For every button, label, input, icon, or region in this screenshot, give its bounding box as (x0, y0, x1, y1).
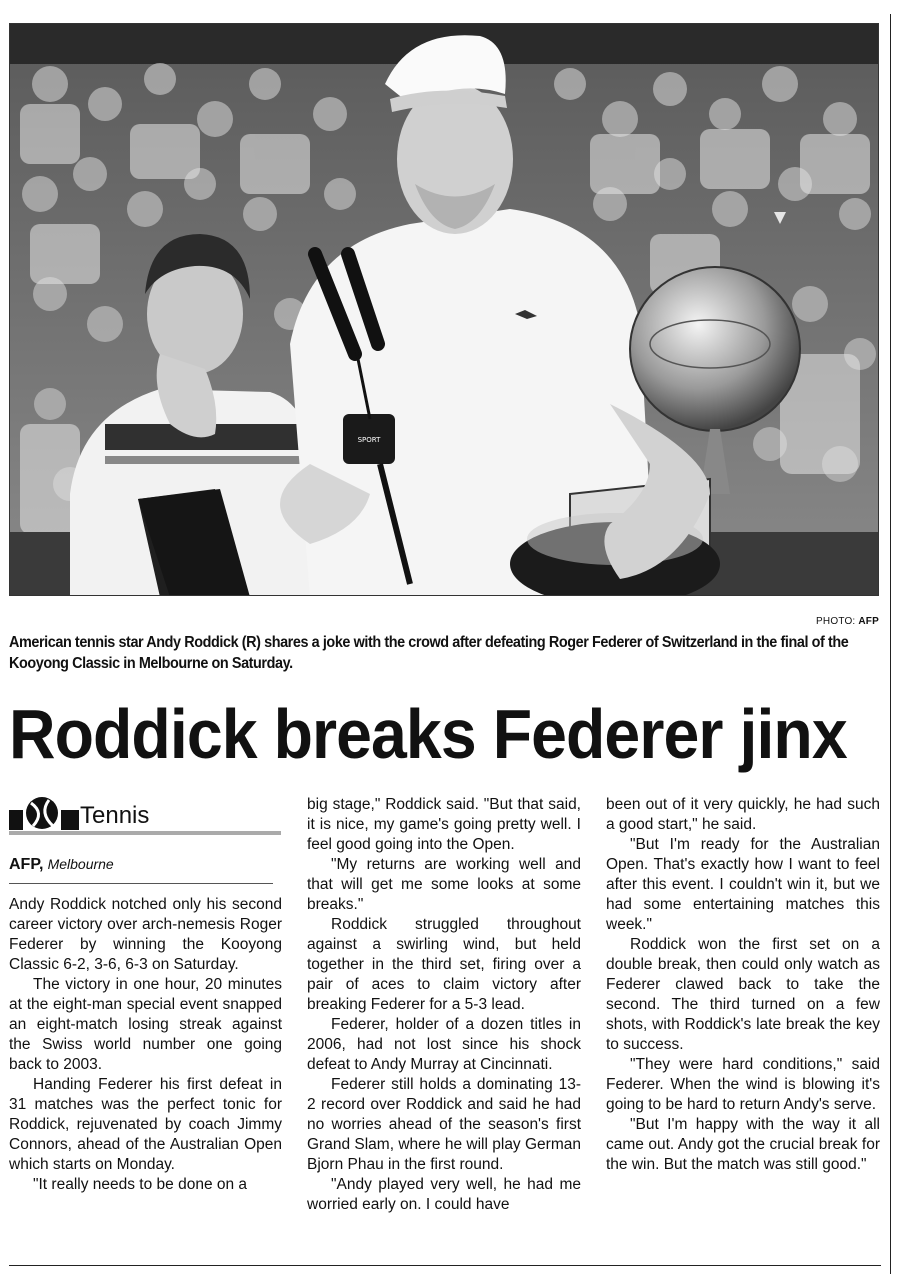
byline-city: Melbourne (47, 856, 114, 872)
section-label: Tennis (80, 802, 150, 829)
paragraph: Federer, holder of a dozen titles in 2006, had not lost since his shock defeat to Andy Murray at Cincinnati. (307, 1016, 581, 1073)
byline (9, 856, 114, 874)
paragraph: Federer still holds a dominating 13-2 record over Roddick and said he had no worries ahead of the season's first Grand Slam, where he will play German Bjorn Phau in the first round. (307, 1076, 581, 1173)
paragraph: Roddick won the first set on a double break, then could only watch as Federer clawed back to take the second. The third turned on a few shots, with Roddick's late break the key to success. (606, 936, 880, 1053)
bottom-rule (9, 1265, 881, 1266)
paragraph: "Andy played very well, he had me worried early on. I could have (307, 1176, 581, 1213)
byline-agency: AFP, (9, 856, 44, 873)
paragraph: "It really needs to be done on a (33, 1176, 248, 1193)
mic-label: SPORT (357, 436, 381, 444)
photo-caption: American tennis star Andy Roddick (R) shares a joke with the crowd after defeating Roger Federer of Switzerland in the final of the Kooyong Classic in Melbourne on Saturday. (9, 634, 849, 672)
paragraph: The victory in one hour, 20 minutes at the eight-man special event snapped an eight-match losing streak against the Swiss world number one going back to 2003. (9, 976, 282, 1073)
article-column-1 (9, 895, 282, 1195)
paragraph: Handing Federer his first defeat in 31 matches was the perfect tonic for Roddick, rejuvenated by coach Jimmy Connors, ahead of the Australian Open which starts on Monday. (9, 1076, 282, 1173)
paragraph: "But I'm happy with the way it all came out. Andy got the crucial break for the win. But the match was still good." (606, 1116, 880, 1173)
photo-credit-agency: AFP (858, 616, 879, 627)
column-rule-right (890, 14, 891, 1274)
paragraph: been out of it very quickly, he had such a good start," he said. (606, 796, 880, 833)
photo-credit (816, 616, 879, 627)
news-photo (9, 23, 879, 596)
article-column-3 (606, 795, 880, 1175)
paragraph: "My returns are working well and that will get me some looks at some breaks." (307, 856, 581, 913)
paragraph: big stage," Roddick said. "But that said, it is nice, my game's going pretty well. I feel good going into the Open. (307, 796, 581, 853)
byline-rule (9, 883, 273, 884)
paragraph: Roddick struggled throughout against a swirling wind, but held together in the third set, firing over a pair of aces to claim victory after breaking Federer for a 5-3 lead. (307, 916, 581, 1013)
paragraph: "But I'm ready for the Australian Open. That's exactly how I want to feel after this event. I couldn't win it, but we had some entertaining matches this week." (606, 836, 880, 933)
headline: Roddick breaks Federer jinx (9, 695, 847, 773)
article-column-2 (307, 795, 581, 1215)
photo-credit-label: PHOTO: (816, 616, 856, 627)
paragraph: Andy Roddick notched only his second career victory over arch-nemesis Roger Federer by winning the Kooyong Classic 6-2, 3-6, 6-3 on Saturday. (9, 896, 282, 973)
section-rule (9, 831, 281, 835)
paragraph: "They were hard conditions," said Federer. When the wind is blowing it's going to be hard to return Andy's serve. (606, 1056, 880, 1113)
